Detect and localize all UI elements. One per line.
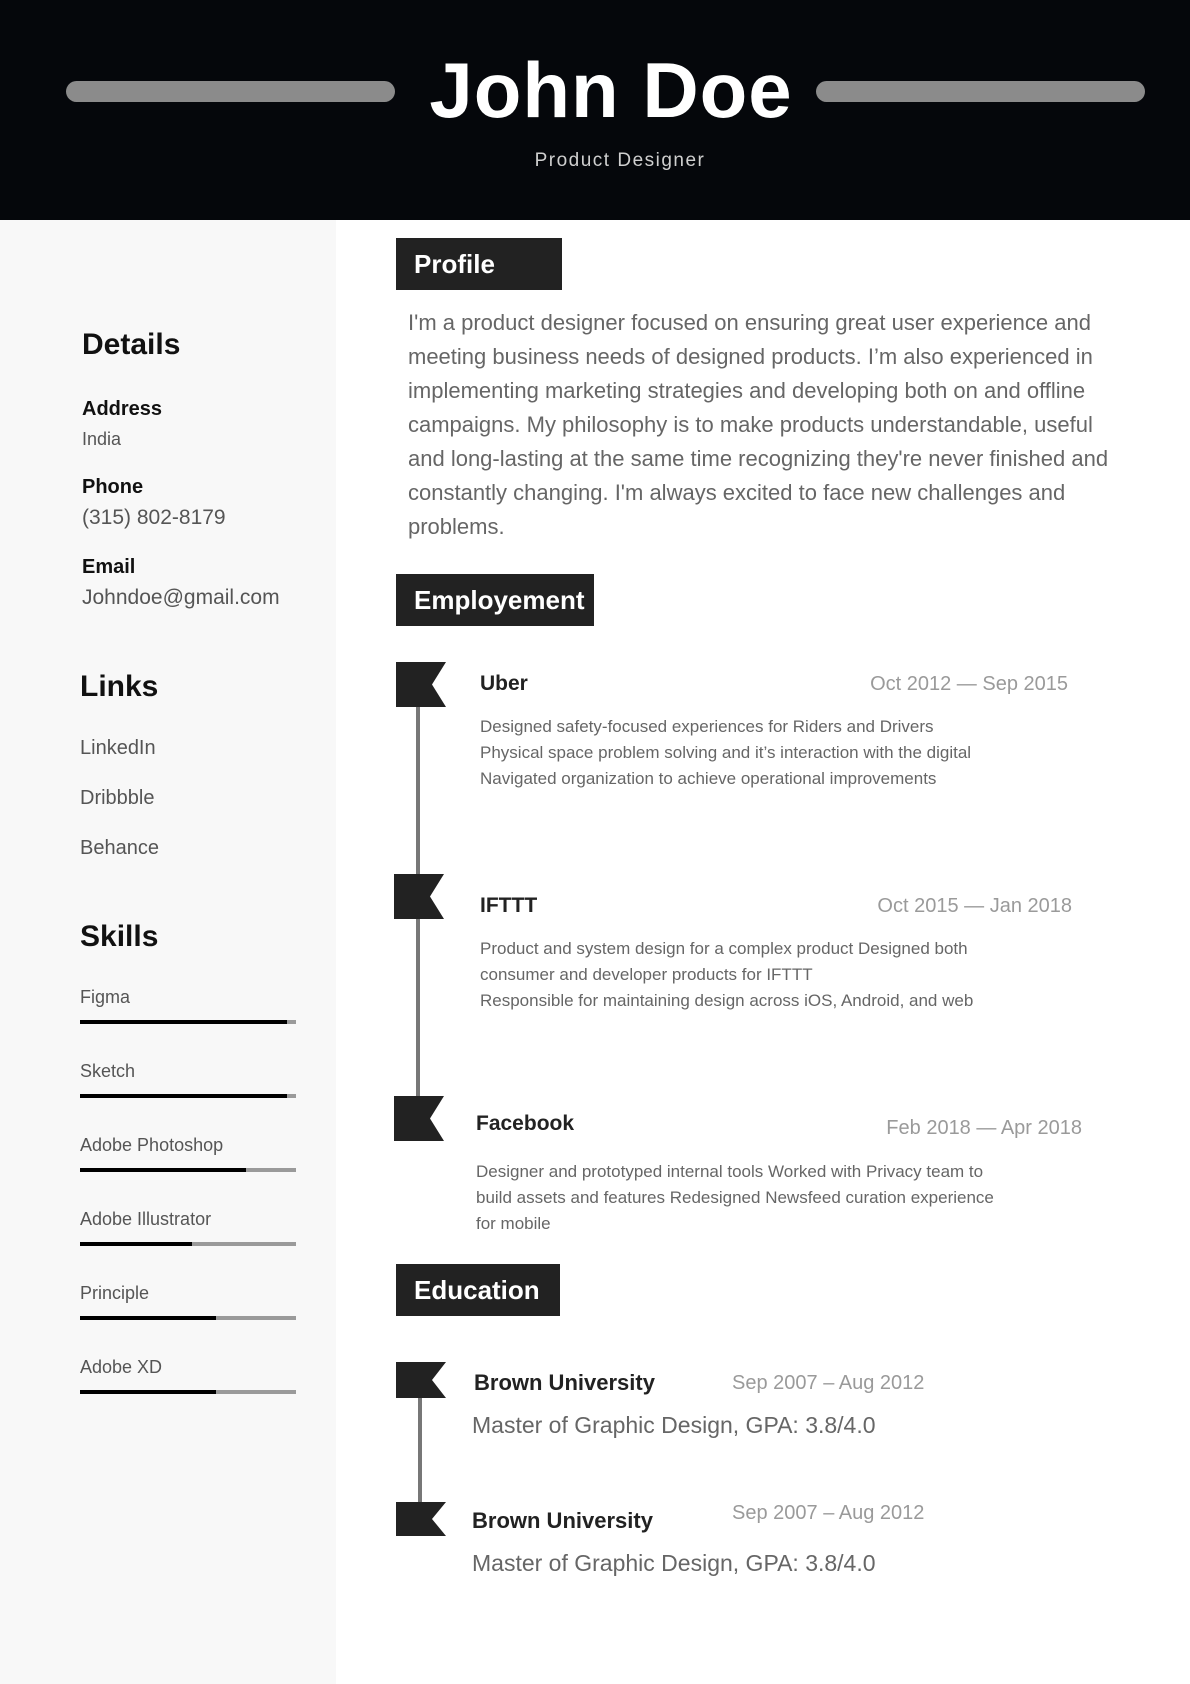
skills-heading: Skills [80,920,159,953]
job-company-ifttt: IFTTT [480,894,538,917]
candidate-role: Product Designer [534,150,706,171]
education-heading: Education [396,1264,560,1316]
details-heading: Details [82,328,181,361]
job-company-facebook: Facebook [476,1112,575,1135]
job-line: Navigated organization to achieve operational improvements [480,769,937,788]
skill-bar-figma [80,1020,296,1024]
job-description-facebook [476,1159,1096,1237]
job-line: Designed safety-focused experiences for Riders and Drivers [480,717,934,736]
timeline-flag-icon [394,1096,444,1141]
link-behance[interactable]: Behance [80,837,159,859]
skill-name-figma: Figma [80,987,131,1007]
header-decor-bar-right [816,81,1145,102]
sidebar [0,220,336,1684]
job-description-uber [480,714,1080,792]
skill-fill [80,1390,216,1394]
skill-bar-principle [80,1316,296,1320]
profile-heading: Profile [396,238,562,290]
skill-fill [80,1094,287,1098]
skill-name-adobe-xd: Adobe XD [80,1357,163,1377]
link-linkedin[interactable]: LinkedIn [80,737,156,759]
skill-bar-illustrator [80,1242,296,1246]
candidate-name: John Doe [429,46,793,134]
skill-name-photoshop: Adobe Photoshop [80,1135,224,1155]
job-line: Physical space problem solving and it’s interaction with the digital [480,743,972,762]
job-dates-facebook: Feb 2018 — Apr 2018 [886,1117,1082,1139]
resume-header [0,0,1190,220]
skill-bar-adobe-xd [80,1390,296,1394]
job-line: Designer and prototyped internal tools Worked with Privacy team to [476,1162,984,1181]
job-line: for mobile [476,1214,551,1233]
skill-fill [80,1242,192,1246]
timeline-flag-icon [396,1502,446,1536]
job-dates-ifttt: Oct 2015 — Jan 2018 [877,895,1072,917]
links-heading: Links [80,670,159,703]
skill-name-sketch: Sketch [80,1061,136,1081]
job-dates-uber: Oct 2012 — Sep 2015 [870,673,1068,695]
edu-dates: Sep 2007 – Aug 2012 [732,1372,925,1394]
address-value: India [82,429,122,449]
timeline-flag-icon [394,874,444,919]
timeline-flag-icon [396,662,446,707]
timeline-line [416,918,420,1106]
edu-school: Brown University [474,1370,655,1395]
skill-name-illustrator: Adobe Illustrator [80,1209,212,1229]
phone-label: Phone [82,476,144,498]
job-description-ifttt [480,936,1080,1014]
skill-name-principle: Principle [80,1283,150,1303]
phone-value: (315) 802-8179 [82,506,226,529]
skill-bar-sketch [80,1094,296,1098]
email-label: Email [82,556,136,578]
edu-degree: Master of Graphic Design, GPA: 3.8/4.0 [472,1550,876,1576]
skill-fill [80,1168,246,1172]
job-line: consumer and developer products for IFTTT [480,965,813,984]
profile-text: I'm a product designer focused on ensuring great user experience and meeting business needs of designed products. I’m also experienced in implementing marketing strategies and developing both on and offline campaigns. My philosophy is to make products understandable, useful and long-lasting at the same time recognizing they're never finished and constantly changing. I'm always excited to face new challenges and problems. [408,310,1109,539]
job-line: build assets and features Redesigned Newsfeed curation experience [476,1188,994,1207]
job-line: Product and system design for a complex product Designed both [480,939,968,958]
edu-degree: Master of Graphic Design, GPA: 3.8/4.0 [472,1412,876,1438]
edu-school: Brown University [472,1508,653,1533]
skill-fill [80,1020,287,1024]
email-value[interactable]: Johndoe@gmail.com [82,586,280,609]
header-decor-bar-left [66,81,395,102]
job-company-uber: Uber [480,672,528,695]
timeline-line [416,700,420,880]
address-label: Address [82,398,163,420]
skill-fill [80,1316,216,1320]
link-dribbble[interactable]: Dribbble [80,787,155,809]
timeline-flag-icon [396,1362,446,1398]
employment-heading: Employement [396,574,594,626]
edu-dates: Sep 2007 – Aug 2012 [732,1502,925,1524]
job-line: Responsible for maintaining design across iOS, Android, and web [480,991,974,1010]
skill-bar-photoshop [80,1168,296,1172]
